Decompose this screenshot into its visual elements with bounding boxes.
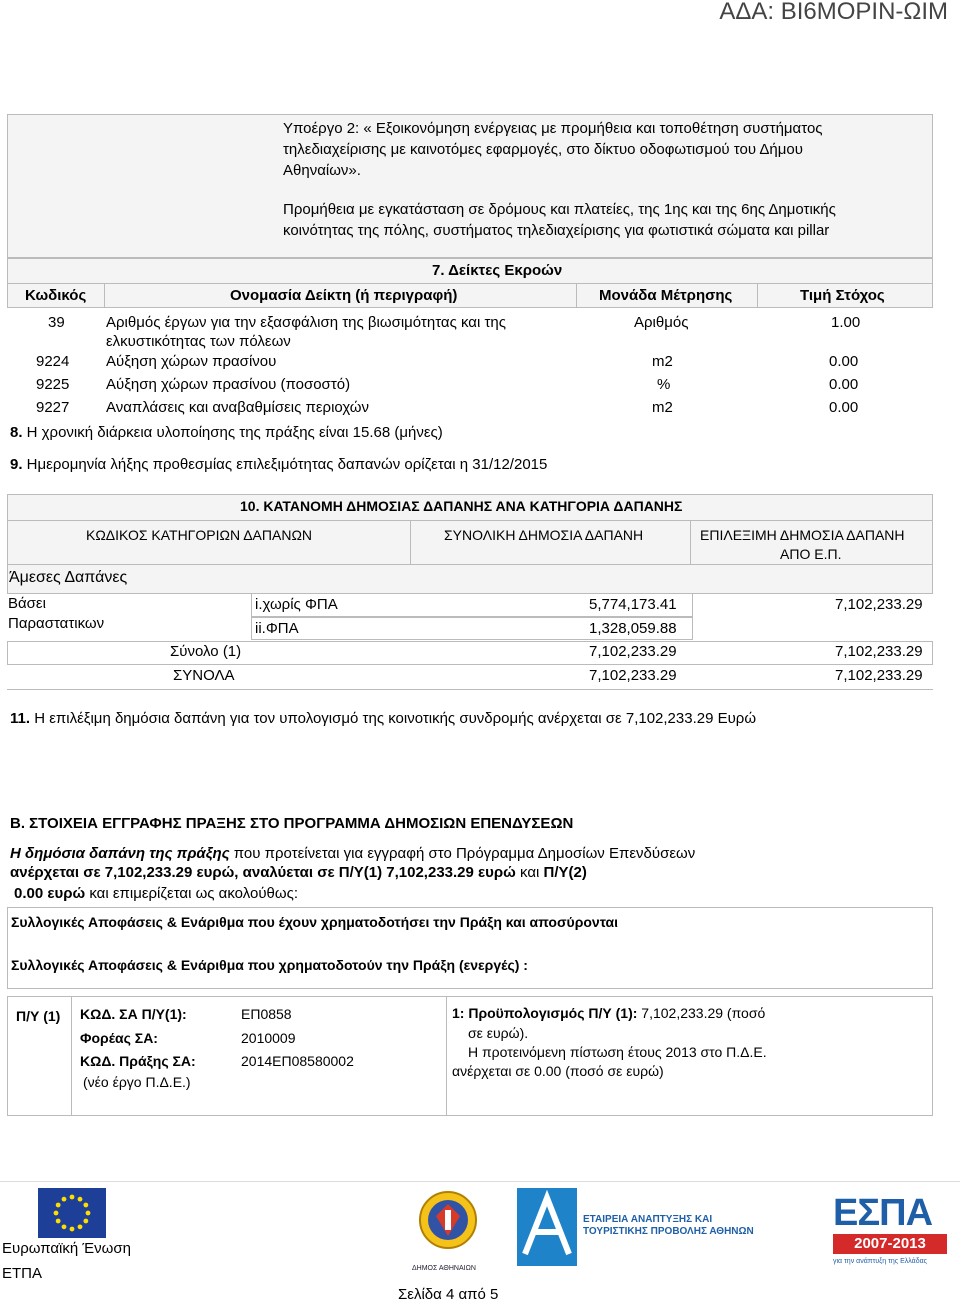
- header-target: Τιμή Στόχος: [800, 287, 885, 304]
- eu-star: [70, 1227, 75, 1232]
- collective-active: Συλλογικές Αποφάσεις & Ενάριθμα που χρηματοδοτούν την Πράξη (ενεργές) :: [11, 957, 528, 973]
- col-category: ΚΩΔΙΚΟΣ ΚΑΤΗΓΟΡΙΩΝ ΔΑΠΑΝΩΝ: [86, 527, 313, 543]
- subproject-line-3: Αθηναίων».: [283, 162, 361, 179]
- row-name: Αναπλάσεις και αναβαθμίσεις περιοχών: [106, 399, 370, 416]
- kod-praxis-label: ΚΩΔ. Πράξης ΣΑ:: [80, 1053, 196, 1069]
- eu-star: [62, 1197, 67, 1202]
- section-b-para-1: Η δημόσια δαπάνη της πράξης που προτείνεται για εγγραφή στο Πρόγραμμα Δημοσίων Επενδύσεων: [10, 845, 696, 862]
- row-target: 0.00: [829, 399, 859, 416]
- row-name-cont: ελκυστικότητας των πόλεων: [106, 333, 291, 350]
- eu-star: [86, 1211, 91, 1216]
- espa-logo: [833, 1192, 951, 1280]
- sum-row: [7, 641, 933, 665]
- forecast-line: 1: Προϋπολογισμός Π/Υ (1): 7,102,233.29 (ποσό: [452, 1005, 766, 1021]
- row-code: 39: [48, 314, 65, 331]
- subproject-line-4: Προμήθεια με εγκατάσταση σε δρόμους και πλατείες, της 1ης και της 6ης Δημοτικής: [283, 201, 836, 218]
- header-name: Ονομασία Δείκτη (ή περιγραφή): [230, 287, 458, 304]
- section-b-title: Β. ΣΤΟΙΧΕΙΑ ΕΓΓΡΑΦΗΣ ΠΡΑΞΗΣ ΣΤΟ ΠΡΟΓΡΑΜΜΑ ΔΗΜΟΣΙΩΝ ΕΠΕΝΔΥΣΕΩΝ: [10, 815, 574, 832]
- footer-eu: Ευρωπαϊκή Ένωση: [2, 1240, 131, 1257]
- basis-label-2: Παραστατικων: [8, 615, 105, 632]
- row-code: 9227: [36, 399, 70, 416]
- eu-star: [56, 1203, 61, 1208]
- sum-eligible: 7,102,233.29: [835, 643, 923, 660]
- allocation-title: 10. ΚΑΤΑΝΟΜΗ ΔΗΜΟΣΙΑΣ ΔΑΠΑΝΗΣ ΑΝΑ ΚΑΤΗΓΟΡΙΑ ΔΑΠΑΝΗΣ: [240, 498, 683, 514]
- col-total: ΣΥΝΟΛΙΚΗ ΔΗΜΟΣΙΑ ΔΑΠΑΝΗ: [444, 527, 644, 543]
- budget-py: Π/Υ (1): [16, 1008, 61, 1024]
- header-unit: Μονάδα Μέτρησης: [599, 287, 733, 304]
- subproject-line-5: κοινότητας της πόλης, συστήματος τηλεδιαχείρισης για φωτιστικά σώματα και pillar: [283, 222, 830, 239]
- indicators-title: 7. Δείκτες Εκροών: [432, 262, 563, 279]
- ada-code: ΑΔΑ: ΒΙ6ΜΟΡΙΝ-ΩΙΜ: [719, 0, 948, 25]
- no-vat-total: 5,774,173.41: [589, 596, 677, 613]
- forecast-line-2: σε ευρώ).: [468, 1025, 529, 1041]
- vat-total: 1,328,059.88: [589, 620, 677, 637]
- row-target: 1.00: [831, 314, 861, 331]
- row-unit: m2: [652, 399, 673, 416]
- eu-flag-icon: [38, 1188, 106, 1238]
- sum-total: 7,102,233.29: [589, 643, 677, 660]
- eu-star: [56, 1219, 61, 1224]
- espa-logo-text: ΕΣΠΑ: [833, 1192, 933, 1234]
- new-project-note: (νέο έργο Π.Δ.Ε.): [83, 1074, 191, 1090]
- eu-star: [62, 1224, 67, 1229]
- direct-costs: Άμεσες Δαπάνες: [9, 569, 128, 586]
- row-name: Αύξηση χώρων πρασίνου: [106, 353, 277, 370]
- eu-star: [83, 1203, 88, 1208]
- row-unit: %: [657, 376, 671, 393]
- collective-withdrawn: Συλλογικές Αποφάσεις & Ενάριθμα που έχουν χρηματοδοτήσει την Πράξη και αποσύρονται: [11, 914, 619, 930]
- grand-total: 7,102,233.29: [589, 667, 677, 684]
- row-unit: m2: [652, 353, 673, 370]
- row-name: Αύξηση χώρων πρασίνου (ποσοστό): [106, 376, 351, 393]
- athens-logo-text: ΕΤΑΙΡΕΙΑ ΑΝΑΠΤΥΞΗΣ ΚΑΙ ΤΟΥΡΙΣΤΙΚΗΣ ΠΡΟΒΟΛΗΣ ΑΘΗΝΩΝ: [583, 1214, 754, 1237]
- grand-eligible: 7,102,233.29: [835, 667, 923, 684]
- row-name: Αριθμός έργων για την εξασφάλιση της βιωσιμότητας και της: [106, 314, 506, 331]
- header-code: Κωδικός: [25, 287, 87, 304]
- foreas-label: Φορέας ΣΑ:: [80, 1030, 158, 1046]
- no-vat-label: i.χωρίς ΦΠΑ: [255, 596, 338, 613]
- eligible-note: 11. Η επιλέξιμη δημόσια δαπάνη για τον υπολογισμό της κοινοτικής συνδρομής ανέρχεται σε 7,102,233.29 Ευρώ: [10, 710, 757, 727]
- eu-star: [54, 1211, 59, 1216]
- kod-sa-label: ΚΩΔ. ΣΑ Π/Υ(1):: [80, 1006, 187, 1022]
- athens-logo-icon: [517, 1188, 577, 1266]
- grand-label: ΣΥΝΟΛΑ: [173, 667, 235, 684]
- row-code: 9225: [36, 376, 70, 393]
- subproject-line-2: τηλεδιαχείρισης με καινοτόμες εφαρμογές, στο δίκτυο οδοφωτισμού του Δήμου: [283, 141, 803, 158]
- basis-label-1: Βάσει: [8, 595, 46, 612]
- deadline-line: 9. Ημερομηνία λήξης προθεσμίας επιλεξιμότητας δαπανών ορίζεται η 31/12/2015: [10, 456, 548, 473]
- vat-label: ii.ΦΠΑ: [255, 620, 299, 637]
- espa-years: 2007-2013: [833, 1234, 947, 1254]
- espa-tagline: για την ανάπτυξη της Ελλάδας: [833, 1258, 928, 1265]
- kod-praxis-value: 2014ΕΠ08580002: [241, 1053, 354, 1069]
- col-eligible: ΕΠΙΛΕΞΙΜΗ ΔΗΜΟΣΙΑ ΔΑΠΑΝΗ: [700, 527, 905, 543]
- credit-line-2: ανέρχεται σε 0.00 (ποσό σε ευρώ): [452, 1063, 664, 1079]
- row-target: 0.00: [829, 376, 859, 393]
- eu-star: [78, 1224, 83, 1229]
- eligible-value: 7,102,233.29: [835, 596, 923, 613]
- sum-label: Σύνολο (1): [170, 643, 242, 660]
- municipality-seal-icon: [418, 1190, 478, 1266]
- section-b-para-2: ανέρχεται σε 7,102,233.29 ευρώ, αναλύεται σε Π/Υ(1) 7,102,233.29 ευρώ και Π/Υ(2): [10, 864, 587, 881]
- section-b-para-3: 0.00 ευρώ και επιμερίζεται ως ακολούθως:: [14, 885, 298, 902]
- kod-sa-value: ΕΠ0858: [241, 1006, 292, 1022]
- duration-line: 8. Η χρονική διάρκεια υλοποίησης της πράξης είναι 15.68 (μήνες): [10, 424, 443, 441]
- footer-etpa: ΕΤΠΑ: [2, 1265, 43, 1282]
- eu-star: [78, 1197, 83, 1202]
- foreas-value: 2010009: [241, 1030, 296, 1046]
- credit-line-1: Η προτεινόμενη πίστωση έτους 2013 στο Π.Δ.Ε.: [468, 1044, 767, 1060]
- row-target: 0.00: [829, 353, 859, 370]
- page-number: Σελίδα 4 από 5: [398, 1286, 499, 1303]
- row-code: 9224: [36, 353, 70, 370]
- eu-star: [83, 1219, 88, 1224]
- municipality-name: ΔΗΜΟΣ ΑΘΗΝΑΙΩΝ: [412, 1265, 476, 1272]
- row-unit: Αριθμός: [634, 314, 689, 331]
- subproject-line-1: Υποέργο 2: « Εξοικονόμηση ενέργειας με προμήθεια και τοποθέτηση συστήματος: [283, 120, 823, 137]
- eu-star: [70, 1195, 75, 1200]
- col-eligible-2: ΑΠΟ Ε.Π.: [780, 546, 842, 562]
